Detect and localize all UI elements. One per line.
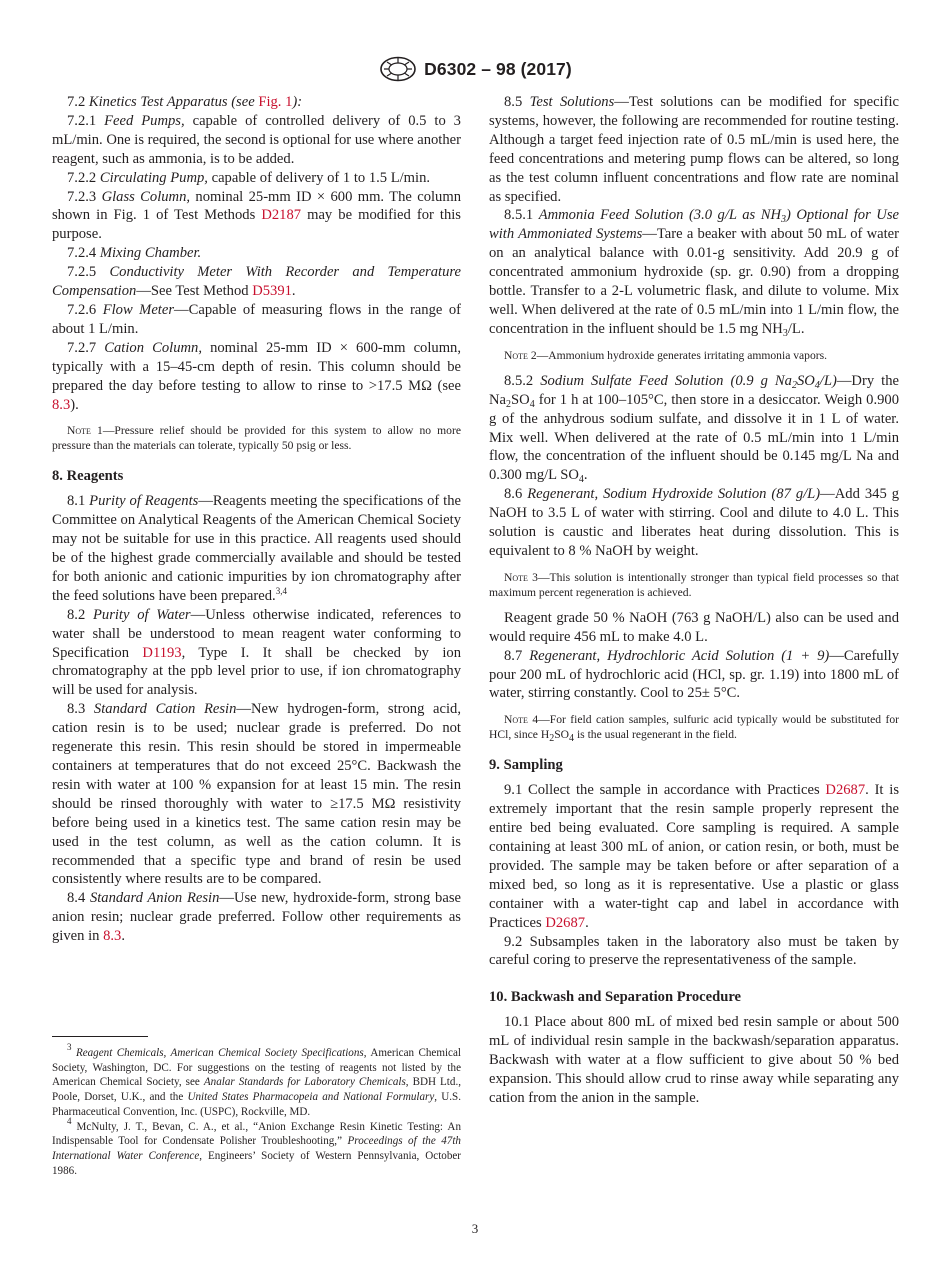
astm-logo-icon (378, 56, 418, 82)
note-4: Note 4—For field cation samples, sulfuric acid typically would be substituted for HCl, since $H_2SO_4$ is the usual regenerant in the field. (489, 713, 899, 745)
footnote-ref-3-4: 3,4 (275, 585, 287, 596)
d1193-link[interactable]: D1193 (142, 644, 182, 661)
document-designation: D6302 – 98 (2017) (424, 58, 572, 79)
section-8-heading: 8. Reagents (52, 468, 124, 485)
section-9-2: 9.2 Subsamples taken in the laboratory also must be taken by careful coring to preserve the representativeness of the sample. (489, 933, 899, 969)
section-8-4: 8.4 Standard Anion Resin—Use new, hydroxide-form, strong base anion resin; nuclear grade preferred. Follow other requirements as given in 8.3. (52, 890, 461, 945)
d2687-link-2[interactable]: D2687 (545, 914, 586, 931)
section-9-1: 9.1 Collect the sample in accordance with Practices D2687. It is extremely important that the resin sample properly represent the entire bed being evaluated. Core sampling is required. A sample containing at least 300 mL of anion, or cation resin, or both, must be provided. The sample may be taken before or after separation of a mixed bed, so long as it is representative. Use a plastic or glass container with a water-tight cap and label in accordance with Practices D2687. (489, 782, 899, 931)
note-2: Note 2—Ammonium hydroxide generates irritating ammonia vapors. (504, 348, 828, 362)
section-7-2-2: 7.2.2 Circulating Pump, capable of delivery of 1 to 1.5 L/min. (67, 169, 431, 186)
section-8-2: 8.2 Purity of Water—Unless otherwise indicated, references to water shall be understood to mean reagent water conforming to Specification D1193, Type I. It shall be checked by ion chromatography at the ppb level prior to use, if ion chromatography will be used for analysis. (52, 606, 462, 699)
section-7-2-5: 7.2.5 Conductivity Meter With Recorder and Temperature Compensation—See Test Method D5391. (52, 264, 461, 300)
footnote-3: $^3$ Reagent Chemicals, American Chemical Society Specifications, American Chemical Society, Washington, DC. For suggestions on the testing of reagents not listed by the American Chemical Society, see Analar Standards for Laboratory Chemicals, BDH Ltd., Poole, Dorset, U.K., and the United States Pharmacopeia and National Formulary, U.S. Pharmaceutical Convention, Inc. (USPC), Rockville, MD. (52, 1042, 461, 1118)
section-10-heading: 10. Backwash and Separation Procedure (489, 989, 742, 1006)
d5391-link[interactable]: D5391 (252, 283, 292, 300)
section-8-5-1: 8.5.1 Ammonia Feed Solution (3.0 g/L as $NH_3$) Optional for Use with Ammoniated Systems—Tare a beaker with about 50 mL of water on an analytical balance with 0.01-g sensitivity. Add 20.9 g of concentrated ammonium hydroxide (sp. gr. 0.90) from a dropping bottle. Transfer to a 2-L volumetric flask, and dilute to volume. Mix well. When delivered at the rate of 0.5 mL/min into 1 L/min flow, the concentration in the influent should be 1.5 mg $NH_3/L$. (489, 207, 899, 339)
section-8-3: 8.3 Standard Cation Resin—New hydrogen-form, strong acid, cation resin is to be used; nuclear grade is preferred. Do not regenerate this resin. This resin should be stored in impermeable containers at temperatures that do not exceed 25°C. Backwash the resin with water at 100 % expansion for at least 15 min. The resin should be rinsed thoroughly with water to ≥17.5 MΩ resistivity before being used in a kinetics test. The same cation resin may be used in the test column, as well as the cation column. It is recommended that a specific type and brand of resin be used consistently where results are to be compared. (52, 701, 462, 888)
section-8-1: 8.1 Purity of Reagents—Reagents meeting the specifications of the Committee on Analytical Reagents of the American Chemical Society may not be suitable for use in this practice. All reagents used should be of the highest grade commercially available and should be tested for both anionic and cationic impurities by ion chromatography after the feed solutions have been prepared.$^{3,4}$ (52, 493, 462, 604)
section-7-2-4: 7.2.4 Mixing Chamber. (67, 245, 202, 262)
section-9-heading: 9. Sampling (489, 757, 563, 774)
section-8-3-link[interactable]: 8.3 (52, 396, 71, 413)
section-7-2-6: 7.2.6 Flow Meter—Capable of measuring flows in the range of about 1 L/min. (52, 301, 461, 337)
d2687-link[interactable]: D2687 (825, 782, 866, 799)
section-7-2-3: 7.2.3 Glass Column, nominal 25-mm ID × 600 mm. The column shown in Fig. 1 of Test Methods D2187 may be modified for this purpose. (52, 188, 462, 243)
section-8-7: 8.7 Regenerant, Hydrochloric Acid Solution (1 + 9)—Carefully pour 200 mL of hydrochloric acid (HCl, sp. gr. 1.19) into 1800 mL of water, stirring constantly. Cool to 25± 5°C. (489, 647, 900, 702)
section-8-5-2: 8.5.2 Sodium Sulfate Feed Solution (0.9 g $Na_2SO_4/L)—Dry$ the $Na_2SO_4$ for 1 h at 100–105°C, then store in a desiccator. Weigh 0.900 g of the anhydrous sodium sulfate, and dissolve it in 1 L of water. Mix well. When delivered at the rate of 0.5 mL/min into 1 L/min flow, the concentration of the influent should be 0.145 mg/L Na and 0.300 mg/L $SO_4$. (489, 372, 899, 486)
d2187-link[interactable]: D2187 (261, 207, 302, 224)
section-10-1: 10.1 Place about 800 mL of mixed bed resin sample or about 500 mL of individual resin sample in the backwash/separation apparatus. Backwash with water at a flow sufficient to give about 50 % bed expansion. This should allow crud to rinse away while separating any cation from the anion in the sample. (489, 1014, 899, 1106)
page-header (0, 56, 950, 87)
right-column (489, 93, 899, 1108)
section-7-2-7: 7.2.7 Cation Column, nominal 25-mm ID × 600-mm column, typically with a 15–45-cm depth of resin. This column should be prepared the day before testing to allow to rinse to >17.5 MΩ (see 8.3). (52, 339, 462, 413)
note-3: Note 3—This solution is intentionally stronger than typical field processes so that maximum percent regeneration is achieved. (489, 570, 899, 599)
fig-1-link[interactable]: Fig. 1 (258, 94, 293, 110)
note-1: Note 1—Pressure relief should be provided for this system to allow no more pressure than the materials can tolerate, typically 50 psig or less. (52, 424, 461, 453)
section-8-6-continued: Reagent grade 50 % NaOH (763 g NaOH/L) also can be used and would require 456 mL to make 4.0 L. (489, 609, 899, 645)
footnote-4: $^4$ McNulty, J. T., Bevan, C. A., et al., “Anion Exchange Resin Kinetic Testing: An Indispensable Tool for Condensate Polisher Troubleshooting,” Proceedings of the 47th International Water Conference, Engineers’ Society of Western Pennsylvania, October 1986. (52, 1115, 461, 1177)
footnote-rule (52, 1036, 148, 1037)
left-column (52, 93, 461, 946)
section-7-2: 7.2 Kinetics Test Apparatus (see Fig. 1): (67, 94, 303, 110)
section-8-5: 8.5 Test Solutions—Test solutions can be modified for specific systems, however, the following are recommended for routine testing. Although a target feed injection rate of 0.5 mL/min is used here, the feed concentrations and metering pump flows can be altered, so long as the test column influent concentrations and flow rate are nominal as specified. (489, 94, 899, 205)
section-8-6: 8.6 Regenerant, Sodium Hydroxide Solution (87 g/L)—Add 345 g NaOH to 3.5 L of water with stirring. Cool and dilute to 4.0 L. This solution is caustic and liberates heat during dissolution. This is equivalent to 8 % NaOH by weight. (489, 486, 899, 559)
page-number: 3 (471, 1221, 479, 1236)
section-8-3-link-2[interactable]: 8.3 (103, 928, 122, 945)
section-7-2-1: 7.2.1 Feed Pumps, capable of controlled delivery of 0.5 to 3 mL/min. One is required, the second is optional for use where another reagent, such as ammonia, is to be added. (52, 112, 461, 167)
footnotes (52, 1042, 461, 1178)
